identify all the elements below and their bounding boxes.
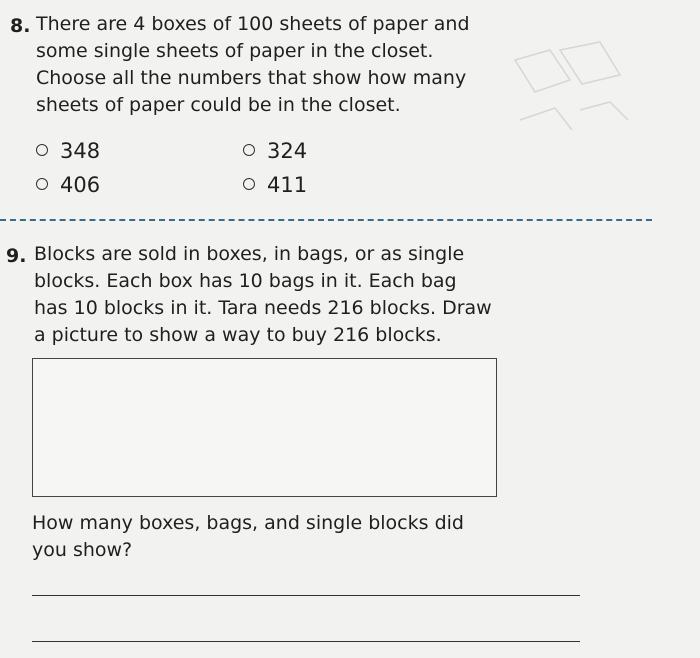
question-8-number: 8. <box>10 15 31 37</box>
question-8-line: sheets of paper could be in the closet. <box>36 94 401 116</box>
question-9-line: a picture to show a way to buy 216 blocks. <box>34 324 442 346</box>
question-8-line: some single sheets of paper in the closet. <box>36 40 434 62</box>
option-label: 406 <box>60 173 101 197</box>
section-divider <box>0 219 652 221</box>
drawing-answer-box[interactable] <box>32 358 497 497</box>
answer-line[interactable] <box>32 595 580 596</box>
radio-circle-icon[interactable] <box>243 178 255 190</box>
question-9-followup <box>32 510 464 564</box>
answer-line[interactable] <box>32 641 580 642</box>
followup-line: you show? <box>32 539 133 561</box>
option-label: 324 <box>267 139 308 163</box>
option-label: 411 <box>267 173 308 197</box>
question-9-line: has 10 blocks in it. Tara needs 216 blocks. Draw <box>34 297 492 319</box>
question-8-text <box>36 11 470 119</box>
radio-circle-icon[interactable] <box>243 144 255 156</box>
question-9-line: blocks. Each box has 10 bags in it. Each bag <box>34 270 457 292</box>
option-411[interactable] <box>243 173 307 197</box>
radio-circle-icon[interactable] <box>36 144 48 156</box>
followup-line: How many boxes, bags, and single blocks did <box>32 512 464 534</box>
bleed-through-marks <box>510 20 630 130</box>
option-label: 348 <box>60 139 101 163</box>
option-348[interactable] <box>36 139 100 163</box>
bleed-through-shapes <box>510 20 630 130</box>
question-8-line: Choose all the numbers that show how many <box>36 67 467 89</box>
question-9-text <box>34 241 492 349</box>
question-8-line: There are 4 boxes of 100 sheets of paper and <box>36 13 470 35</box>
option-324[interactable] <box>243 139 307 163</box>
question-9-number: 9. <box>6 245 27 267</box>
option-406[interactable] <box>36 173 100 197</box>
radio-circle-icon[interactable] <box>36 178 48 190</box>
question-9-line: Blocks are sold in boxes, in bags, or as single <box>34 243 465 265</box>
